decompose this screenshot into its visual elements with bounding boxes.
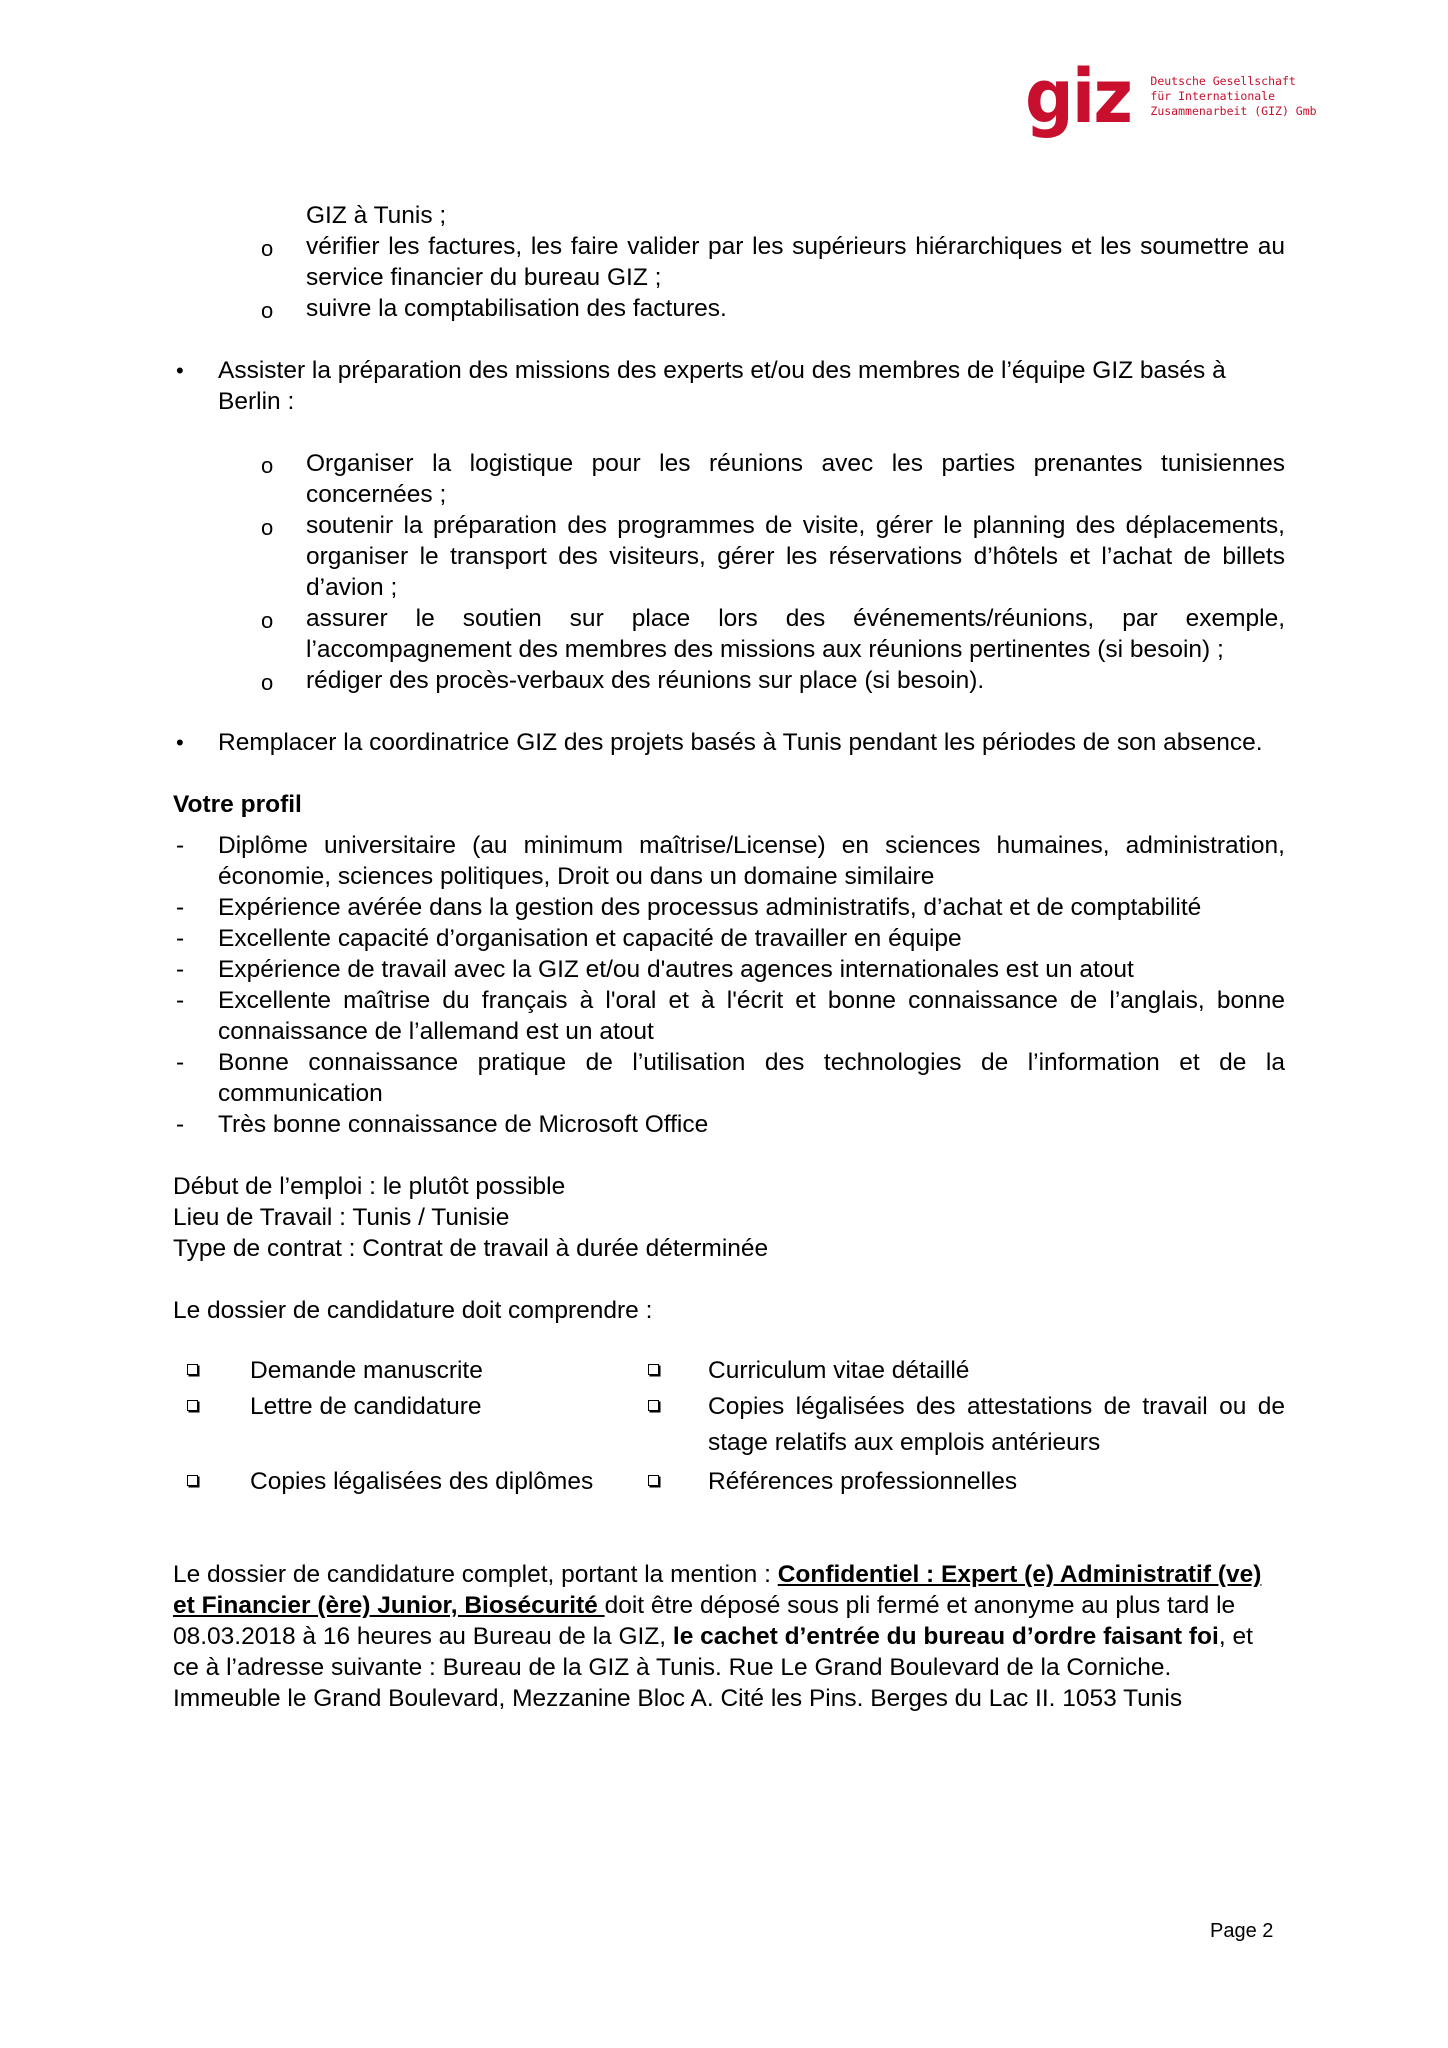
- dash-bullet-icon: -: [176, 1049, 185, 1076]
- list-item: - Excellente capacité d’organisation et capacité de travailler en équipe: [176, 925, 962, 952]
- checklist-item: Demande manuscrite: [173, 1356, 648, 1386]
- circle-bullet-icon: o: [261, 236, 274, 261]
- circle-bullet-icon: o: [261, 515, 274, 540]
- job-location: Lieu de Travail : Tunis / Tunisie: [173, 1204, 510, 1231]
- dash-bullet-icon: -: [176, 832, 185, 859]
- list-item: o Organiser la logistique pour les réunions avec les parties prenantes tunisiennes concernées ;: [261, 450, 1285, 508]
- dash-bullet-icon: -: [176, 956, 185, 983]
- list-item: - Expérience avérée dans la gestion des processus administratifs, d’achat et de comptabilité: [176, 894, 1202, 921]
- giz-logo: [1025, 54, 1317, 140]
- circle-bullet-icon: o: [261, 670, 274, 695]
- circle-bullet-icon: o: [261, 453, 274, 478]
- task-bullet: • Assister la préparation des missions des experts et/ou des membres de l’équipe GIZ basés à Berlin :: [176, 357, 1226, 415]
- list-item: - Expérience de travail avec la GIZ et/ou d'autres agences internationales est un atout: [176, 956, 1134, 983]
- list-item: o assurer le soutien sur place lors des événements/réunions, par exemple, l’accompagnement des membres des missions aux réunions pertinentes (si besoin) ;: [261, 605, 1285, 663]
- checklist-item: Copies légalisées des attestations de travail ou de stage relatifs aux emplois antérieurs: [648, 1389, 1285, 1461]
- dossier-intro: Le dossier de candidature doit comprendre :: [173, 1297, 653, 1324]
- bullet-icon: •: [176, 730, 184, 755]
- checklist-item: Copies légalisées des diplômes: [173, 1467, 648, 1497]
- profile-list: [173, 830, 1285, 1140]
- dash-bullet-icon: -: [176, 894, 185, 921]
- circle-bullet-icon: o: [261, 608, 274, 633]
- list-item: - Excellente maîtrise du français à l'oral et à l'écrit et bonne connaissance de l’anglais, bonne connaissance de l’allemand est un atout: [176, 987, 1285, 1045]
- checklist-item: Curriculum vitae détaillé: [648, 1356, 1285, 1386]
- continuation-list: [173, 231, 1285, 324]
- checkbox-icon: [187, 1475, 198, 1486]
- bullet-icon: •: [176, 358, 184, 383]
- checklist-item: Lettre de candidature: [173, 1392, 648, 1461]
- submission-bold-clause: le cachet d’entrée du bureau d’ordre faisant foi: [672, 1623, 1219, 1650]
- task-bullet: • Remplacer la coordinatrice GIZ des projets basés à Tunis pendant les périodes de son absence.: [176, 729, 1263, 756]
- dash-bullet-icon: -: [176, 987, 185, 1014]
- logo-mark: giz: [1025, 54, 1132, 140]
- checklist-item: Références professionnelles: [648, 1467, 1285, 1497]
- circle-bullet-icon: o: [261, 298, 274, 323]
- mission-sub-list: [173, 448, 1285, 696]
- list-item: o suivre la comptabilisation des factures.: [173, 293, 1285, 324]
- checkbox-icon: [648, 1364, 659, 1375]
- checkbox-icon: [187, 1364, 198, 1375]
- dash-bullet-icon: -: [176, 925, 185, 952]
- dash-bullet-icon: -: [176, 1111, 185, 1138]
- list-item: - Très bonne connaissance de Microsoft Office: [176, 1111, 709, 1138]
- logo-organization-name: Deutsche Gesellschaft für Internationale Zusammenarbeit (GIZ) Gmb: [1150, 74, 1317, 118]
- job-contract: Type de contrat : Contrat de travail à durée déterminée: [173, 1235, 769, 1262]
- document-body: [173, 200, 1285, 1714]
- checkbox-icon: [648, 1400, 659, 1411]
- checkbox-icon: [648, 1475, 659, 1486]
- list-item: - Bonne connaissance pratique de l’utilisation des technologies de l’information et de la communication: [176, 1049, 1285, 1107]
- list-item: o soutenir la préparation des programmes de visite, gérer le planning des déplacements, organiser le transport des visiteurs, gérer les réservations d’hôtels et l’achat de billets d’avion ;: [261, 512, 1285, 601]
- submission-mention: Confidentiel : Expert (e) Administratif (ve) et Financier (ère) Junior, Biosécurité: [173, 1561, 1262, 1619]
- job-start: Début de l’emploi : le plutôt possible: [173, 1173, 566, 1200]
- page-number: Page 2: [1210, 1920, 1274, 1942]
- dossier-checklist: [173, 1356, 1285, 1497]
- list-item: o rédiger des procès-verbaux des réunions sur place (si besoin).: [173, 665, 1285, 696]
- continuation-line: GIZ à Tunis ;: [306, 202, 447, 229]
- section-heading-profile: Votre profil: [173, 791, 302, 818]
- list-item: o vérifier les factures, les faire valider par les supérieurs hiérarchiques et les soumettre au service financier du bureau GIZ ;: [261, 233, 1285, 291]
- checkbox-icon: [187, 1400, 198, 1411]
- submission-paragraph: Le dossier de candidature complet, portant la mention : Confidentiel : Expert (e) Administratif (ve) et Financier (ère) Junior, Biosécurité doit être déposé sous pli fermé et anonyme au plus tard le 08.03.2018 à 16 heures au Bureau de la GIZ, le cachet d’entrée du bureau d’ordre faisant foi, et ce à l’adresse suivante : Bureau de la GIZ à Tunis. Rue Le Grand Boulevard de la Corniche. Immeuble le Grand Boulevard, Mezzanine Bloc A. Cité les Pins. Berges du Lac II. 1053 Tunis: [173, 1561, 1262, 1712]
- list-item: - Diplôme universitaire (au minimum maîtrise/License) en sciences humaines, administration, économie, sciences politiques, Droit ou dans un domaine similaire: [176, 832, 1285, 890]
